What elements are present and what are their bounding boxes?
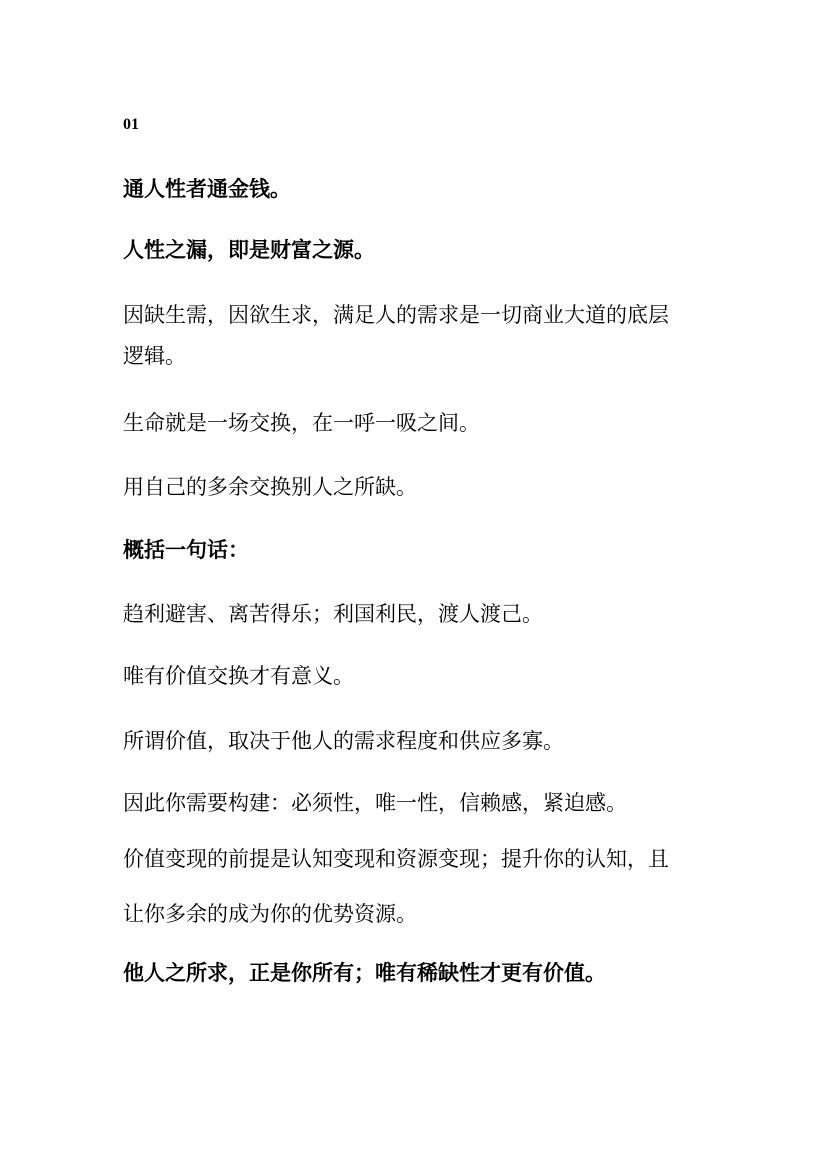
paragraph-line: 逻辑。: [123, 344, 186, 368]
paragraph-line: 唯有价值交换才有意义。: [123, 664, 354, 688]
paragraph-heading: 他人之所求，正是你所有；唯有稀缺性才更有价值。: [123, 961, 606, 985]
paragraph-line: 趋利避害、离苦得乐；利国利民，渡人渡己。: [123, 602, 543, 626]
paragraph-heading: 通人性者通金钱。: [123, 177, 291, 201]
section-number: 01: [123, 116, 139, 133]
paragraph-heading: 概括一句话：: [123, 538, 249, 562]
paragraph-line: 让你多余的成为你的优势资源。: [123, 902, 417, 926]
paragraph-line: 生命就是一场交换，在一呼一吸之间。: [123, 411, 480, 435]
paragraph-line: 因此你需要构建：必须性，唯一性，信赖感，紧迫感。: [123, 791, 627, 815]
paragraph-line: 所谓价值，取决于他人的需求程度和供应多寡。: [123, 729, 564, 753]
paragraph-line: 因缺生需，因欲生求，满足人的需求是一切商业大道的底层: [123, 303, 669, 327]
paragraph-heading: 人性之漏，即是财富之源。: [123, 238, 375, 262]
paragraph-line: 用自己的多余交换别人之所缺。: [123, 475, 417, 499]
paragraph-line: 价值变现的前提是认知变现和资源变现；提升你的认知，且: [123, 847, 669, 871]
